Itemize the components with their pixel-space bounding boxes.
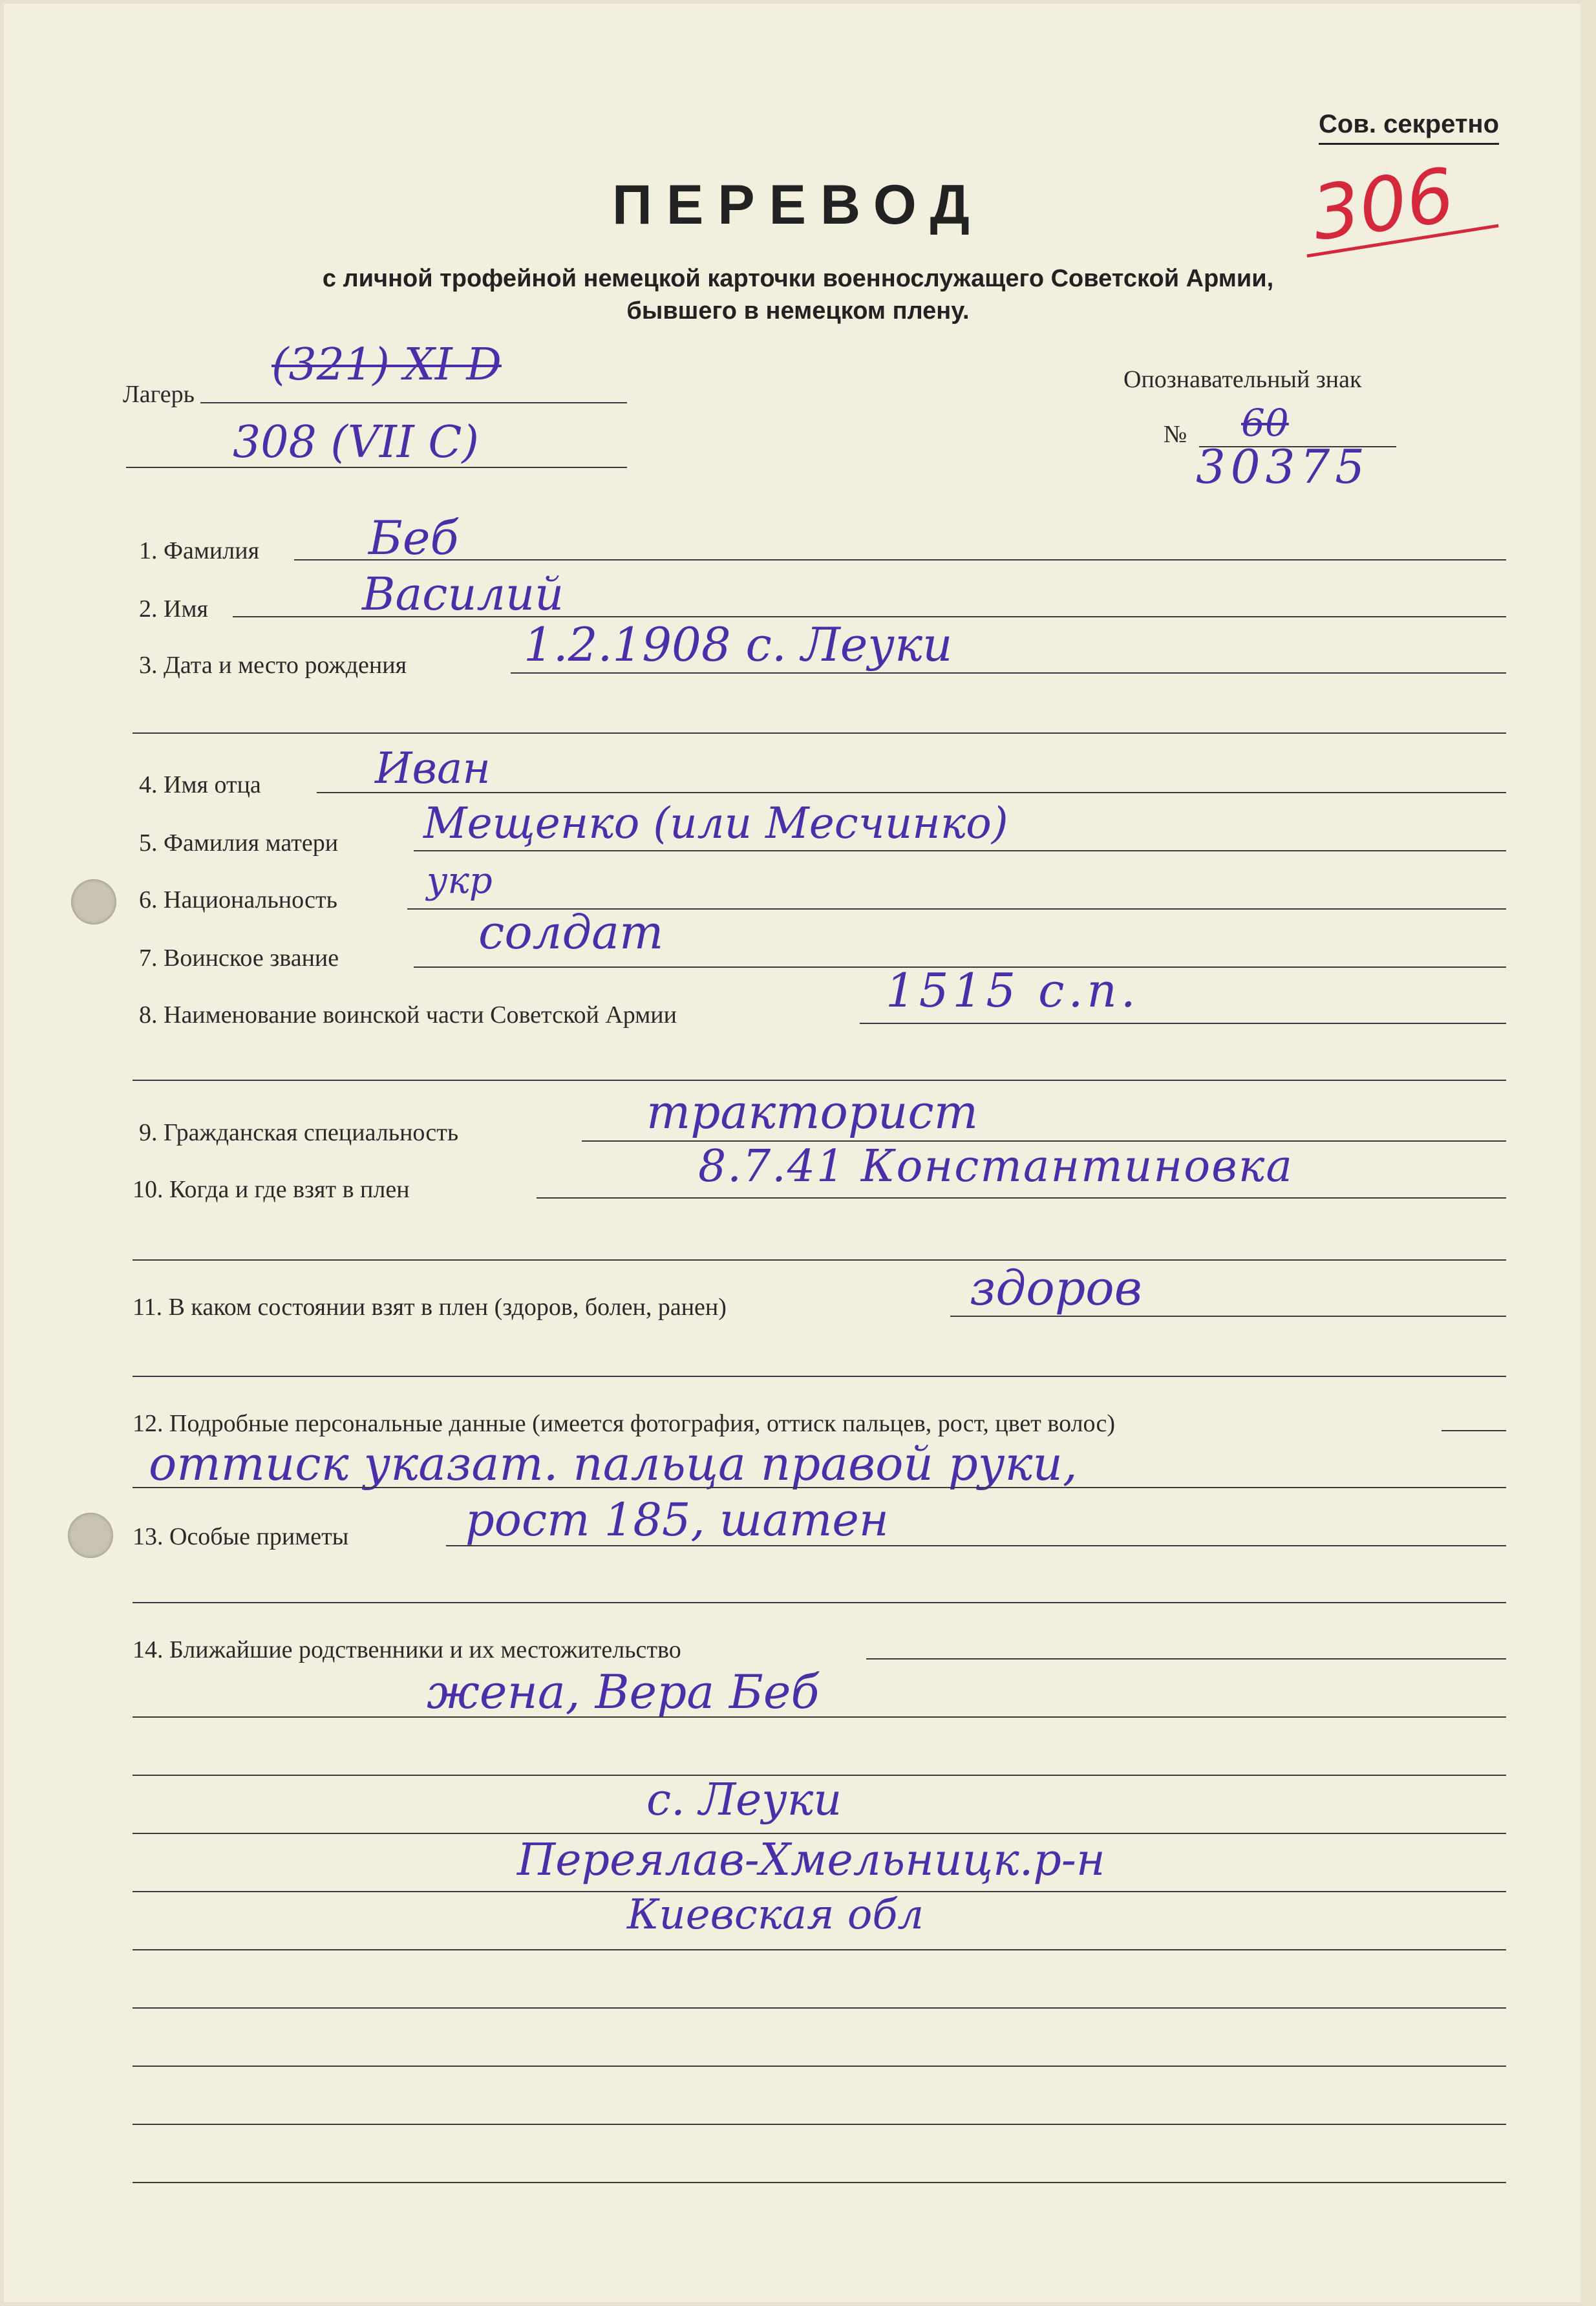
camp-line-2: [126, 467, 627, 468]
camp-line-1: [200, 402, 627, 403]
field-4-value: Иван: [375, 743, 491, 793]
field-13-line: [446, 1545, 1506, 1546]
document-title: ПЕРЕВОД: [612, 174, 984, 236]
punch-hole-top: [71, 879, 116, 924]
field-14-line-10: [133, 2182, 1506, 2183]
field-12-line-2: [133, 1487, 1506, 1488]
field-2-label: 2. Имя: [139, 595, 208, 623]
field-6-value: укр: [427, 860, 493, 902]
subtitle-line2: бывшего в немецком плену.: [626, 297, 970, 325]
id-tag-value: 30375: [1196, 440, 1370, 494]
field-14-line: [866, 1658, 1506, 1660]
field-3-line: [511, 672, 1506, 674]
field-3-line-2: [133, 732, 1506, 734]
field-4-line: [317, 792, 1506, 793]
field-5-line: [414, 850, 1506, 851]
field-5-label: 5. Фамилия матери: [139, 829, 339, 857]
field-14-line-8: [133, 2066, 1506, 2067]
field-8-value: 1515 с.п.: [886, 963, 1140, 1018]
camp-label: Лагерь: [123, 381, 195, 408]
field-1-line: [294, 559, 1506, 560]
field-14-label: 14. Ближайшие родственники и их местожительство: [133, 1636, 681, 1663]
field-8-line-2: [133, 1080, 1506, 1081]
field-3-label: 3. Дата и место рождения: [139, 652, 407, 679]
field-14-value-4: Киевская обл: [627, 1891, 924, 1939]
field-9-label: 9. Гражданская специальность: [139, 1119, 459, 1146]
field-14-value-2: с. Леуки: [646, 1775, 842, 1826]
handwritten-number: 306: [1306, 152, 1460, 258]
id-tag-label: Опознавательный знак: [1123, 366, 1362, 393]
field-14-line-2: [133, 1716, 1506, 1718]
field-14-line-4: [133, 1833, 1506, 1834]
field-13-value: рост 185, шатен: [465, 1493, 889, 1546]
punch-hole-bottom: [68, 1513, 113, 1558]
field-1-label: 1. Фамилия: [139, 537, 260, 564]
field-3-value: 1.2.1908 с. Леуки: [524, 617, 953, 672]
field-9-value: тракторист: [646, 1085, 978, 1139]
id-tag-no-label: №: [1164, 421, 1187, 448]
field-4-label: 4. Имя отца: [139, 771, 261, 798]
field-11-value: здоров: [970, 1261, 1142, 1316]
field-14-value-1: жена, Вера Беб: [427, 1665, 820, 1719]
subtitle-line1: с личной трофейной немецкой карточки военнослужащего Советской Армии,: [322, 265, 1274, 292]
field-5-value: Мещенко (или Месчинко): [423, 798, 1008, 848]
field-12-line: [1442, 1430, 1506, 1431]
field-14-value-3: Переялав-Хмельницк.р-н: [517, 1835, 1105, 1886]
field-8-label: 8. Наименование воинской части Советской Армии: [139, 1001, 677, 1029]
paper-edge: [1580, 0, 1596, 2306]
id-tag-value-struck: 60: [1241, 401, 1289, 445]
field-6-label: 6. Национальность: [139, 886, 337, 913]
field-13-label: 13. Особые приметы: [133, 1523, 349, 1550]
field-10-line-2: [133, 1259, 1506, 1261]
field-14-line-6: [133, 1949, 1506, 1950]
field-14-line-7: [133, 2007, 1506, 2009]
field-11-line: [950, 1316, 1506, 1317]
field-11-line-2: [133, 1376, 1506, 1377]
field-12-label: 12. Подробные персональные данные (имеется фотография, оттиск пальцев, рост, цвет волос): [133, 1410, 1115, 1437]
field-10-value: 8.7.41 Константиновка: [698, 1141, 1293, 1192]
field-14-line-9: [133, 2124, 1506, 2125]
field-10-line: [537, 1197, 1506, 1199]
secrecy-stamp: Сов. секретно: [1319, 110, 1499, 145]
camp-value: 308 (VII C): [233, 417, 479, 468]
field-1-value: Беб: [368, 511, 459, 565]
field-10-label: 10. Когда и где взят в плен: [133, 1176, 410, 1203]
field-12-value: оттиск указат. пальца правой руки,: [149, 1436, 1078, 1491]
field-8-line: [860, 1023, 1506, 1024]
field-13-line-2: [133, 1602, 1506, 1603]
camp-value-struck: (321) XI D: [271, 339, 502, 390]
field-11-label: 11. В каком состоянии взят в плен (здоров, болен, ранен): [133, 1294, 727, 1321]
field-7-label: 7. Воинское звание: [139, 945, 339, 972]
field-2-value: Василий: [362, 568, 564, 621]
field-7-value: солдат: [478, 905, 664, 959]
